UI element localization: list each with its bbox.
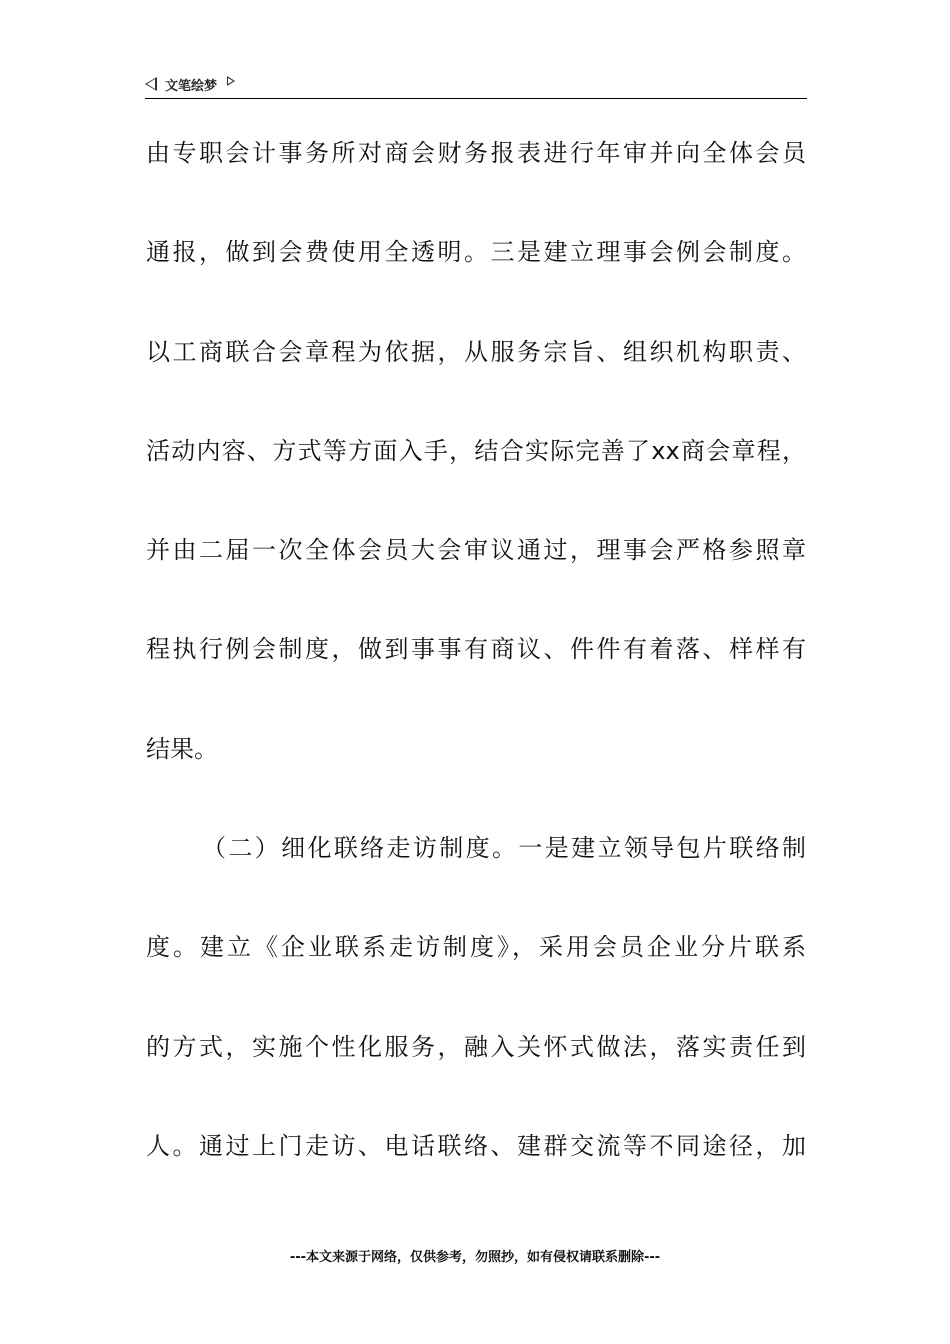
body-line: 通报，做到会费使用全透明。三是建立理事会例会制度。: [146, 238, 806, 267]
page-header: [145, 72, 235, 96]
body-line: 以工商联合会章程为依据，从服务宗旨、组织机构职责、: [146, 337, 806, 366]
body-line: 的方式，实施个性化服务，融入关怀式做法，落实责任到: [146, 1032, 806, 1061]
triangle-left-icon: [145, 77, 157, 91]
header-divider: [145, 98, 807, 99]
header-title: 文笔绘梦: [165, 78, 218, 94]
body-line: 程执行例会制度，做到事事有商议、件件有着落、样样有: [146, 635, 806, 664]
body-line: 度。建立《企业联系走访制度》，采用会员企业分片联系: [146, 933, 806, 962]
body-line: 结果。: [146, 734, 218, 763]
body-line: 并由二届一次全体会员大会审议通过，理事会严格参照章: [146, 536, 806, 565]
body-line: 活动内容、方式等方面入手，结合实际完善了xx商会章程，: [146, 436, 806, 465]
triangle-right-icon: [227, 76, 235, 86]
body-line: 由专职会计事务所对商会财务报表进行年审并向全体会员: [146, 139, 806, 167]
section-heading-line: （二）细化联络走访制度。一是建立领导包片联络制: [202, 834, 806, 863]
document-body: [146, 128, 806, 1220]
footer-disclaimer: ---本文来源于网络，仅供参考，勿照抄，如有侵权请联系删除---: [289, 1250, 661, 1265]
body-line: 人。通过上门走访、电话联络、建群交流等不同途径，加: [146, 1131, 806, 1160]
